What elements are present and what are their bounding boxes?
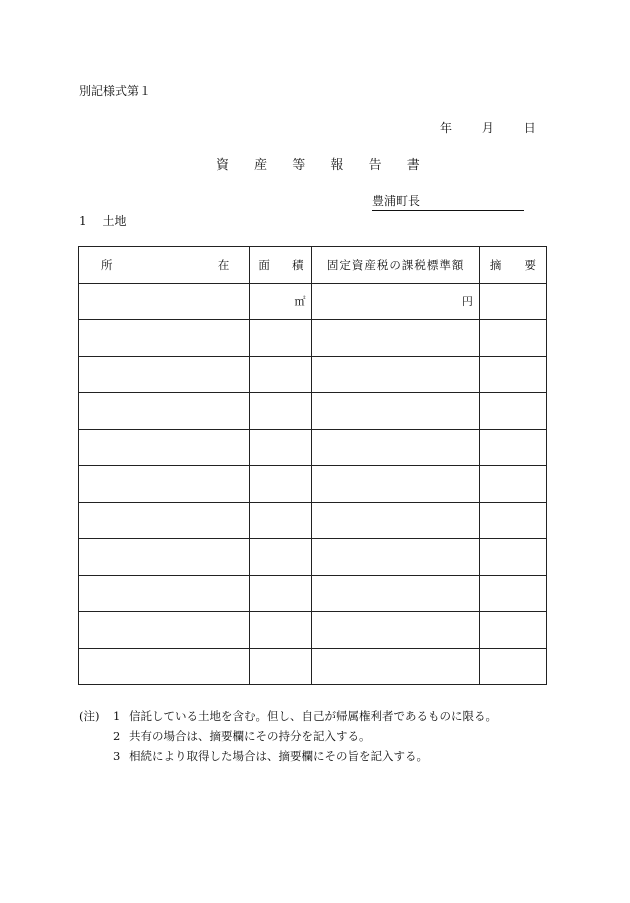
cell-location[interactable] xyxy=(79,502,250,539)
cell-valuation[interactable] xyxy=(312,356,479,393)
cell-valuation[interactable] xyxy=(312,612,479,649)
cell-area[interactable] xyxy=(250,320,312,357)
cell-valuation[interactable] xyxy=(312,502,479,539)
cell-valuation[interactable] xyxy=(312,283,479,320)
notes-lead: (注) xyxy=(79,709,100,723)
table-row xyxy=(79,612,547,649)
cell-location[interactable] xyxy=(79,356,250,393)
document-title xyxy=(216,154,441,173)
note-number: 2 xyxy=(113,729,121,743)
date-day: 日 xyxy=(523,121,536,135)
cell-remarks[interactable] xyxy=(479,393,546,430)
note-text: 信託している土地を含む。但し、自己が帰属権利者であるものに限る。 xyxy=(129,709,497,723)
cell-area[interactable] xyxy=(250,539,312,576)
table-row xyxy=(79,393,547,430)
cell-location[interactable] xyxy=(79,429,250,466)
cell-remarks[interactable] xyxy=(479,612,546,649)
notes xyxy=(79,706,497,766)
cell-area[interactable] xyxy=(250,356,312,393)
cell-area[interactable] xyxy=(250,502,312,539)
note-item xyxy=(79,706,497,726)
cell-valuation[interactable] xyxy=(312,429,479,466)
cell-area[interactable] xyxy=(250,283,312,320)
date-month: 月 xyxy=(481,121,494,135)
title-char: 書 xyxy=(406,158,420,173)
cell-remarks[interactable] xyxy=(479,502,546,539)
cell-remarks[interactable] xyxy=(479,429,546,466)
cell-remarks[interactable] xyxy=(479,320,546,357)
cell-area[interactable] xyxy=(250,575,312,612)
title-char: 資 xyxy=(216,158,230,173)
date-year: 年 xyxy=(440,121,453,135)
note-text: 共有の場合は、摘要欄にその持分を記入する。 xyxy=(129,729,371,743)
cell-location[interactable] xyxy=(79,393,250,430)
section-heading xyxy=(79,212,126,229)
unit-area: ㎡ xyxy=(294,295,306,309)
cell-location[interactable] xyxy=(79,575,250,612)
header-remarks: 摘 要 xyxy=(479,247,546,284)
header-area: 面 積 xyxy=(250,247,312,284)
cell-location[interactable] xyxy=(79,648,250,685)
table-row xyxy=(79,320,547,357)
unit-yen: 円 xyxy=(461,295,473,309)
addressee: 豊浦町長 xyxy=(372,192,524,211)
note-item xyxy=(79,726,497,746)
header-location: 所 在 xyxy=(79,247,250,284)
table-row xyxy=(79,539,547,576)
cell-valuation[interactable] xyxy=(312,320,479,357)
cell-remarks[interactable] xyxy=(479,539,546,576)
cell-location[interactable] xyxy=(79,612,250,649)
cell-valuation[interactable] xyxy=(312,648,479,685)
cell-area[interactable] xyxy=(250,648,312,685)
table-row xyxy=(79,648,547,685)
title-char: 産 xyxy=(254,158,268,173)
cell-valuation[interactable] xyxy=(312,393,479,430)
cell-valuation[interactable] xyxy=(312,466,479,503)
table-header-row xyxy=(79,247,547,284)
date-line xyxy=(440,119,536,136)
table-row xyxy=(79,502,547,539)
cell-location[interactable] xyxy=(79,466,250,503)
cell-area[interactable] xyxy=(250,393,312,430)
note-number: 3 xyxy=(113,749,121,763)
cell-location[interactable] xyxy=(79,283,250,320)
cell-location[interactable] xyxy=(79,539,250,576)
table-row xyxy=(79,429,547,466)
table-row xyxy=(79,466,547,503)
note-text: 相続により取得した場合は、摘要欄にその旨を記入する。 xyxy=(129,749,428,763)
table-row xyxy=(79,575,547,612)
note-item xyxy=(79,746,497,766)
cell-valuation[interactable] xyxy=(312,575,479,612)
cell-remarks[interactable] xyxy=(479,356,546,393)
title-char: 報 xyxy=(330,158,344,173)
cell-remarks[interactable] xyxy=(479,283,546,320)
cell-area[interactable] xyxy=(250,429,312,466)
header-valuation: 固定資産税の課税標準額 xyxy=(312,247,479,284)
section-number: 1 xyxy=(79,214,87,228)
land-table xyxy=(78,246,547,685)
cell-area[interactable] xyxy=(250,612,312,649)
cell-remarks[interactable] xyxy=(479,648,546,685)
cell-location[interactable] xyxy=(79,320,250,357)
note-number: 1 xyxy=(113,709,121,723)
section-label: 土地 xyxy=(102,214,127,228)
title-char: 告 xyxy=(368,158,382,173)
table-row xyxy=(79,283,547,320)
title-char: 等 xyxy=(292,158,306,173)
table-row xyxy=(79,356,547,393)
cell-valuation[interactable] xyxy=(312,539,479,576)
form-id: 別記様式第１ xyxy=(79,84,152,98)
cell-area[interactable] xyxy=(250,466,312,503)
cell-remarks[interactable] xyxy=(479,466,546,503)
cell-remarks[interactable] xyxy=(479,575,546,612)
